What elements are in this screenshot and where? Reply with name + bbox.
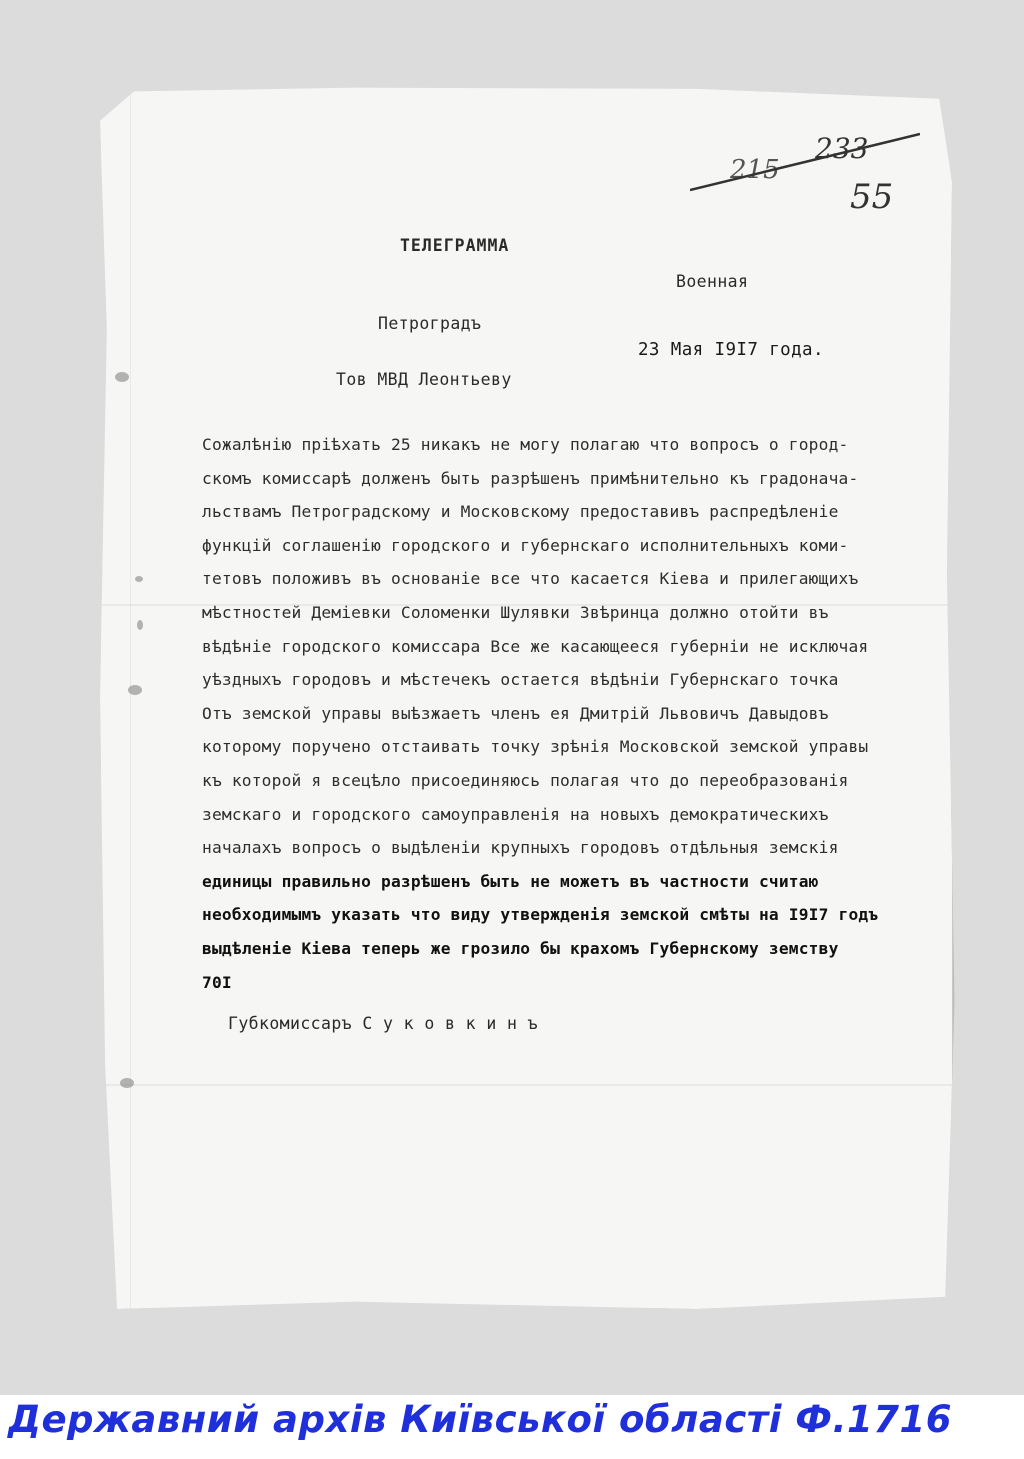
paper-fold [100, 1084, 952, 1086]
archive-number-annotation [690, 120, 920, 220]
paper-fold [130, 84, 131, 1309]
body-line: Отъ земской управы выѣзжаетъ членъ ея Дмитрій Львовичъ Давыдовъ [202, 703, 829, 723]
archive-caption: Державний архів Київської області Ф.1716 [8, 1398, 953, 1441]
sheet-number: 55 [850, 177, 894, 217]
crossed-number: 233 [815, 132, 869, 165]
body-line: началахъ вопросъ о выдѣленіи крупныхъ городовъ отдѣльныя земскія [202, 838, 839, 858]
document-date: 23 Мая I9I7 года. [638, 340, 824, 360]
binding-hole [137, 620, 143, 630]
binding-hole [128, 685, 142, 695]
body-line: тетовъ положивъ въ основаніе все что касается Кіева и прилегающихъ [202, 569, 859, 589]
telegram-body [202, 428, 942, 999]
body-line: къ которой я всецѣло присоединяюсь полагая что до переобразованія [202, 770, 849, 790]
signature: Губкомиссаръ С у к о в к и н ъ [228, 1014, 539, 1033]
body-line: скомъ комиссарѣ долженъ быть разрѣшенъ примѣнительно къ градонача- [202, 468, 859, 488]
body-line: 70I [202, 972, 232, 992]
body-line: Сожалѣнію пріѣхать 25 никакъ не могу полагаю что вопросъ о город- [202, 435, 849, 454]
body-line: единицы правильно разрѣшенъ быть не можетъ въ частности считаю [202, 871, 819, 891]
binding-hole [115, 372, 129, 382]
body-line: уѣздныхъ городовъ и мѣстечекъ остается вѣдѣніи Губернскаго точка [202, 670, 839, 690]
old-number: 215 [730, 155, 780, 185]
telegram-type: Военная [676, 272, 749, 291]
body-line: выдѣленіе Кіева теперь же грозило бы крахомъ Губернскому земству [202, 938, 839, 958]
body-line: необходимымъ указать что виду утвержденія земской смѣты на I9I7 годъ [202, 905, 879, 925]
body-line: вѣдѣніе городского комиссара Все же касающееся губерніи не исключая [202, 636, 869, 656]
destination-city: Петроградъ [378, 314, 482, 333]
body-line: которому поручено отстаивать точку зрѣнія Московской земской управы [202, 737, 869, 757]
body-line: мѣстностей Деміевки Соломенки Шулявки Звѣринца должно отойти въ [202, 602, 829, 622]
binding-hole [135, 576, 143, 582]
body-line: земскаго и городского самоуправленія на новыхъ демократическихъ [202, 804, 829, 824]
body-line: льствамъ Петроградскому и Московскому предоставивъ распредѣленіе [202, 502, 839, 522]
document-title: ТЕЛЕГРАММА [400, 236, 510, 255]
addressee: Тов МВД Леонтьеву [336, 370, 512, 389]
body-line: функцій соглашенію городского и губернскаго исполнительныхъ коми- [202, 535, 849, 555]
binding-hole [120, 1078, 134, 1088]
